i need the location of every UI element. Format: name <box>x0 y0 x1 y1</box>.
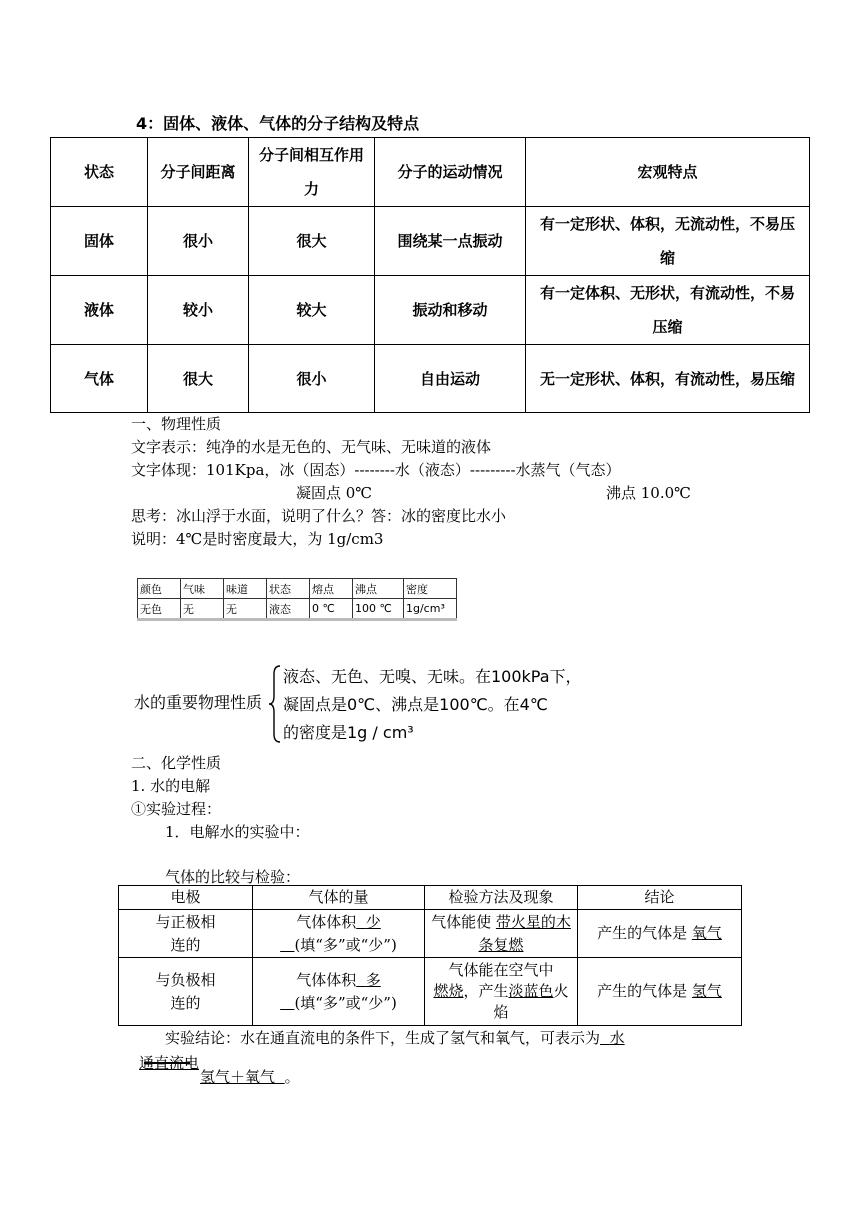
equation <box>139 1052 200 1073</box>
prop-header: 气味 <box>181 579 224 599</box>
header-cell: 分子的运动情况 <box>375 138 526 207</box>
chemical-sub1: 1. 水的电解 <box>131 777 211 795</box>
important-label: 水的重要物理性质 <box>134 693 263 712</box>
amount-prefix: 气体体积 <box>296 970 357 989</box>
physical-line2: 文字体现：101Kpa，冰（固态）--------水（液态）---------水蒸气（气态） <box>131 461 621 479</box>
header-cell: 电极 <box>119 886 253 910</box>
test-suffix: 火焰 <box>493 982 569 1021</box>
density-note: 说明：4℃是时密度最大，为 1g/cm3 <box>131 530 384 548</box>
table-cell: 很小 <box>148 207 249 276</box>
states-table <box>50 137 810 413</box>
products-line <box>200 1066 300 1087</box>
boiling-point: 沸点 10.0℃ <box>606 484 691 502</box>
electrode-cell: 与正极相连的 <box>119 910 253 958</box>
conclusion-cell <box>578 958 742 1026</box>
amount-hint: (填“多”或“少”) <box>294 935 397 954</box>
table-cell: 很大 <box>148 345 249 413</box>
prop-header: 颜色 <box>138 579 181 599</box>
conclusion-line <box>165 1027 625 1048</box>
header-cell: 结论 <box>578 886 742 910</box>
amount-value: 多 <box>365 970 381 989</box>
prop-value: 液态 <box>267 599 310 620</box>
test-cell <box>425 958 578 1026</box>
header-cell: 分子间距离 <box>148 138 249 207</box>
table-cell: 液体 <box>51 276 148 345</box>
table-cell: 很小 <box>249 345 375 413</box>
prop-value: 0 ℃ <box>310 599 353 620</box>
prop-header: 状态 <box>267 579 310 599</box>
test-value: 带火星的木条复燃 <box>478 912 571 954</box>
amount-prefix: 气体体积 <box>296 912 357 931</box>
table-cell: 固体 <box>51 207 148 276</box>
amount-value: 少 <box>365 912 381 931</box>
important-line3: 的密度是1g / cm³ <box>283 723 414 742</box>
amount-cell <box>253 910 425 958</box>
important-line1: 液态、无色、无嗅、无味。在100kPa下， <box>283 667 582 686</box>
header-cell: 气体的量 <box>253 886 425 910</box>
prop-header: 密度 <box>404 579 457 599</box>
test-mid: ，产生 <box>463 982 509 1000</box>
freezing-point: 凝固点 0℃ <box>296 484 373 502</box>
table-cell: 无一定形状、体积，有流动性，易压缩 <box>526 345 810 413</box>
conclusion-value: 氢气 <box>691 982 722 1000</box>
section-title: 4：固体、液体、气体的分子结构及特点 <box>136 114 420 133</box>
electrode-cell: 与负极相连的 <box>119 958 253 1026</box>
table-cell: 围绕某一点振动 <box>375 207 526 276</box>
chemical-sub2: ①实验过程： <box>131 800 222 818</box>
conclusion-text: 实验结论：水在通直流电的条件下，生成了氢气和氧气，可表示为 <box>165 1029 601 1047</box>
water-label: 水 <box>609 1029 625 1047</box>
header-cell: 状态 <box>51 138 148 207</box>
table-cell: 振动和移动 <box>375 276 526 345</box>
test-prefix: 气体能在空气中 <box>448 961 554 979</box>
table-cell: 较大 <box>249 276 375 345</box>
gas-comparison-table <box>118 885 742 1026</box>
prop-header: 熔点 <box>310 579 353 599</box>
end-mark: 。 <box>284 1068 300 1086</box>
chemical-heading: 二、化学性质 <box>131 754 222 772</box>
prop-header: 沸点 <box>353 579 404 599</box>
table-cell: 很大 <box>249 207 375 276</box>
arrow-line <box>144 1062 190 1064</box>
physical-line1: 文字表示：纯净的水是无色的、无气味、无味道的液体 <box>131 438 492 456</box>
condition-label: 通直流电 <box>139 1054 200 1072</box>
prop-header: 味道 <box>224 579 267 599</box>
think-question: 思考：冰山浮于水面，说明了什么？答：冰的密度比水小 <box>131 507 507 525</box>
header-cell: 分子间相互作用力 <box>249 138 375 207</box>
conclusion-prefix: 产生的气体是 <box>597 982 688 1000</box>
conclusion-value: 氧气 <box>691 924 722 942</box>
table-cell: 较小 <box>148 276 249 345</box>
table-cell: 有一定体积、无形状，有流动性，不易压缩 <box>526 276 810 345</box>
conclusion-cell <box>578 910 742 958</box>
chemical-sub3: 1．电解水的实验中： <box>165 823 310 841</box>
properties-image-table <box>137 578 457 621</box>
table-cell: 气体 <box>51 345 148 413</box>
compare-heading: 气体的比较与检验： <box>165 868 301 886</box>
amount-hint: (填“多”或“少”) <box>294 993 397 1012</box>
prop-value: 1g/cm³ <box>404 599 457 620</box>
conclusion-prefix: 产生的气体是 <box>597 924 688 942</box>
test-value: 淡蓝色 <box>508 982 554 1000</box>
header-cell: 宏观特点 <box>526 138 810 207</box>
important-line2: 凝固点是0℃、沸点是100℃。在4℃ <box>283 695 548 714</box>
products-label: 氢气＋氧气 <box>200 1068 276 1086</box>
test-cell <box>425 910 578 958</box>
test-value: 燃烧 <box>433 982 464 1000</box>
prop-value: 无色 <box>138 599 181 620</box>
prop-value: 100 ℃ <box>353 599 404 620</box>
prop-value: 无 <box>181 599 224 620</box>
header-cell: 检验方法及现象 <box>425 886 578 910</box>
amount-cell <box>253 958 425 1026</box>
table-cell: 自由运动 <box>375 345 526 413</box>
test-prefix: 气体能使 <box>431 912 492 931</box>
prop-value: 无 <box>224 599 267 620</box>
table-cell: 有一定形状、体积，无流动性，不易压缩 <box>526 207 810 276</box>
physical-heading: 一、物理性质 <box>131 415 222 433</box>
brace-icon <box>268 664 282 744</box>
